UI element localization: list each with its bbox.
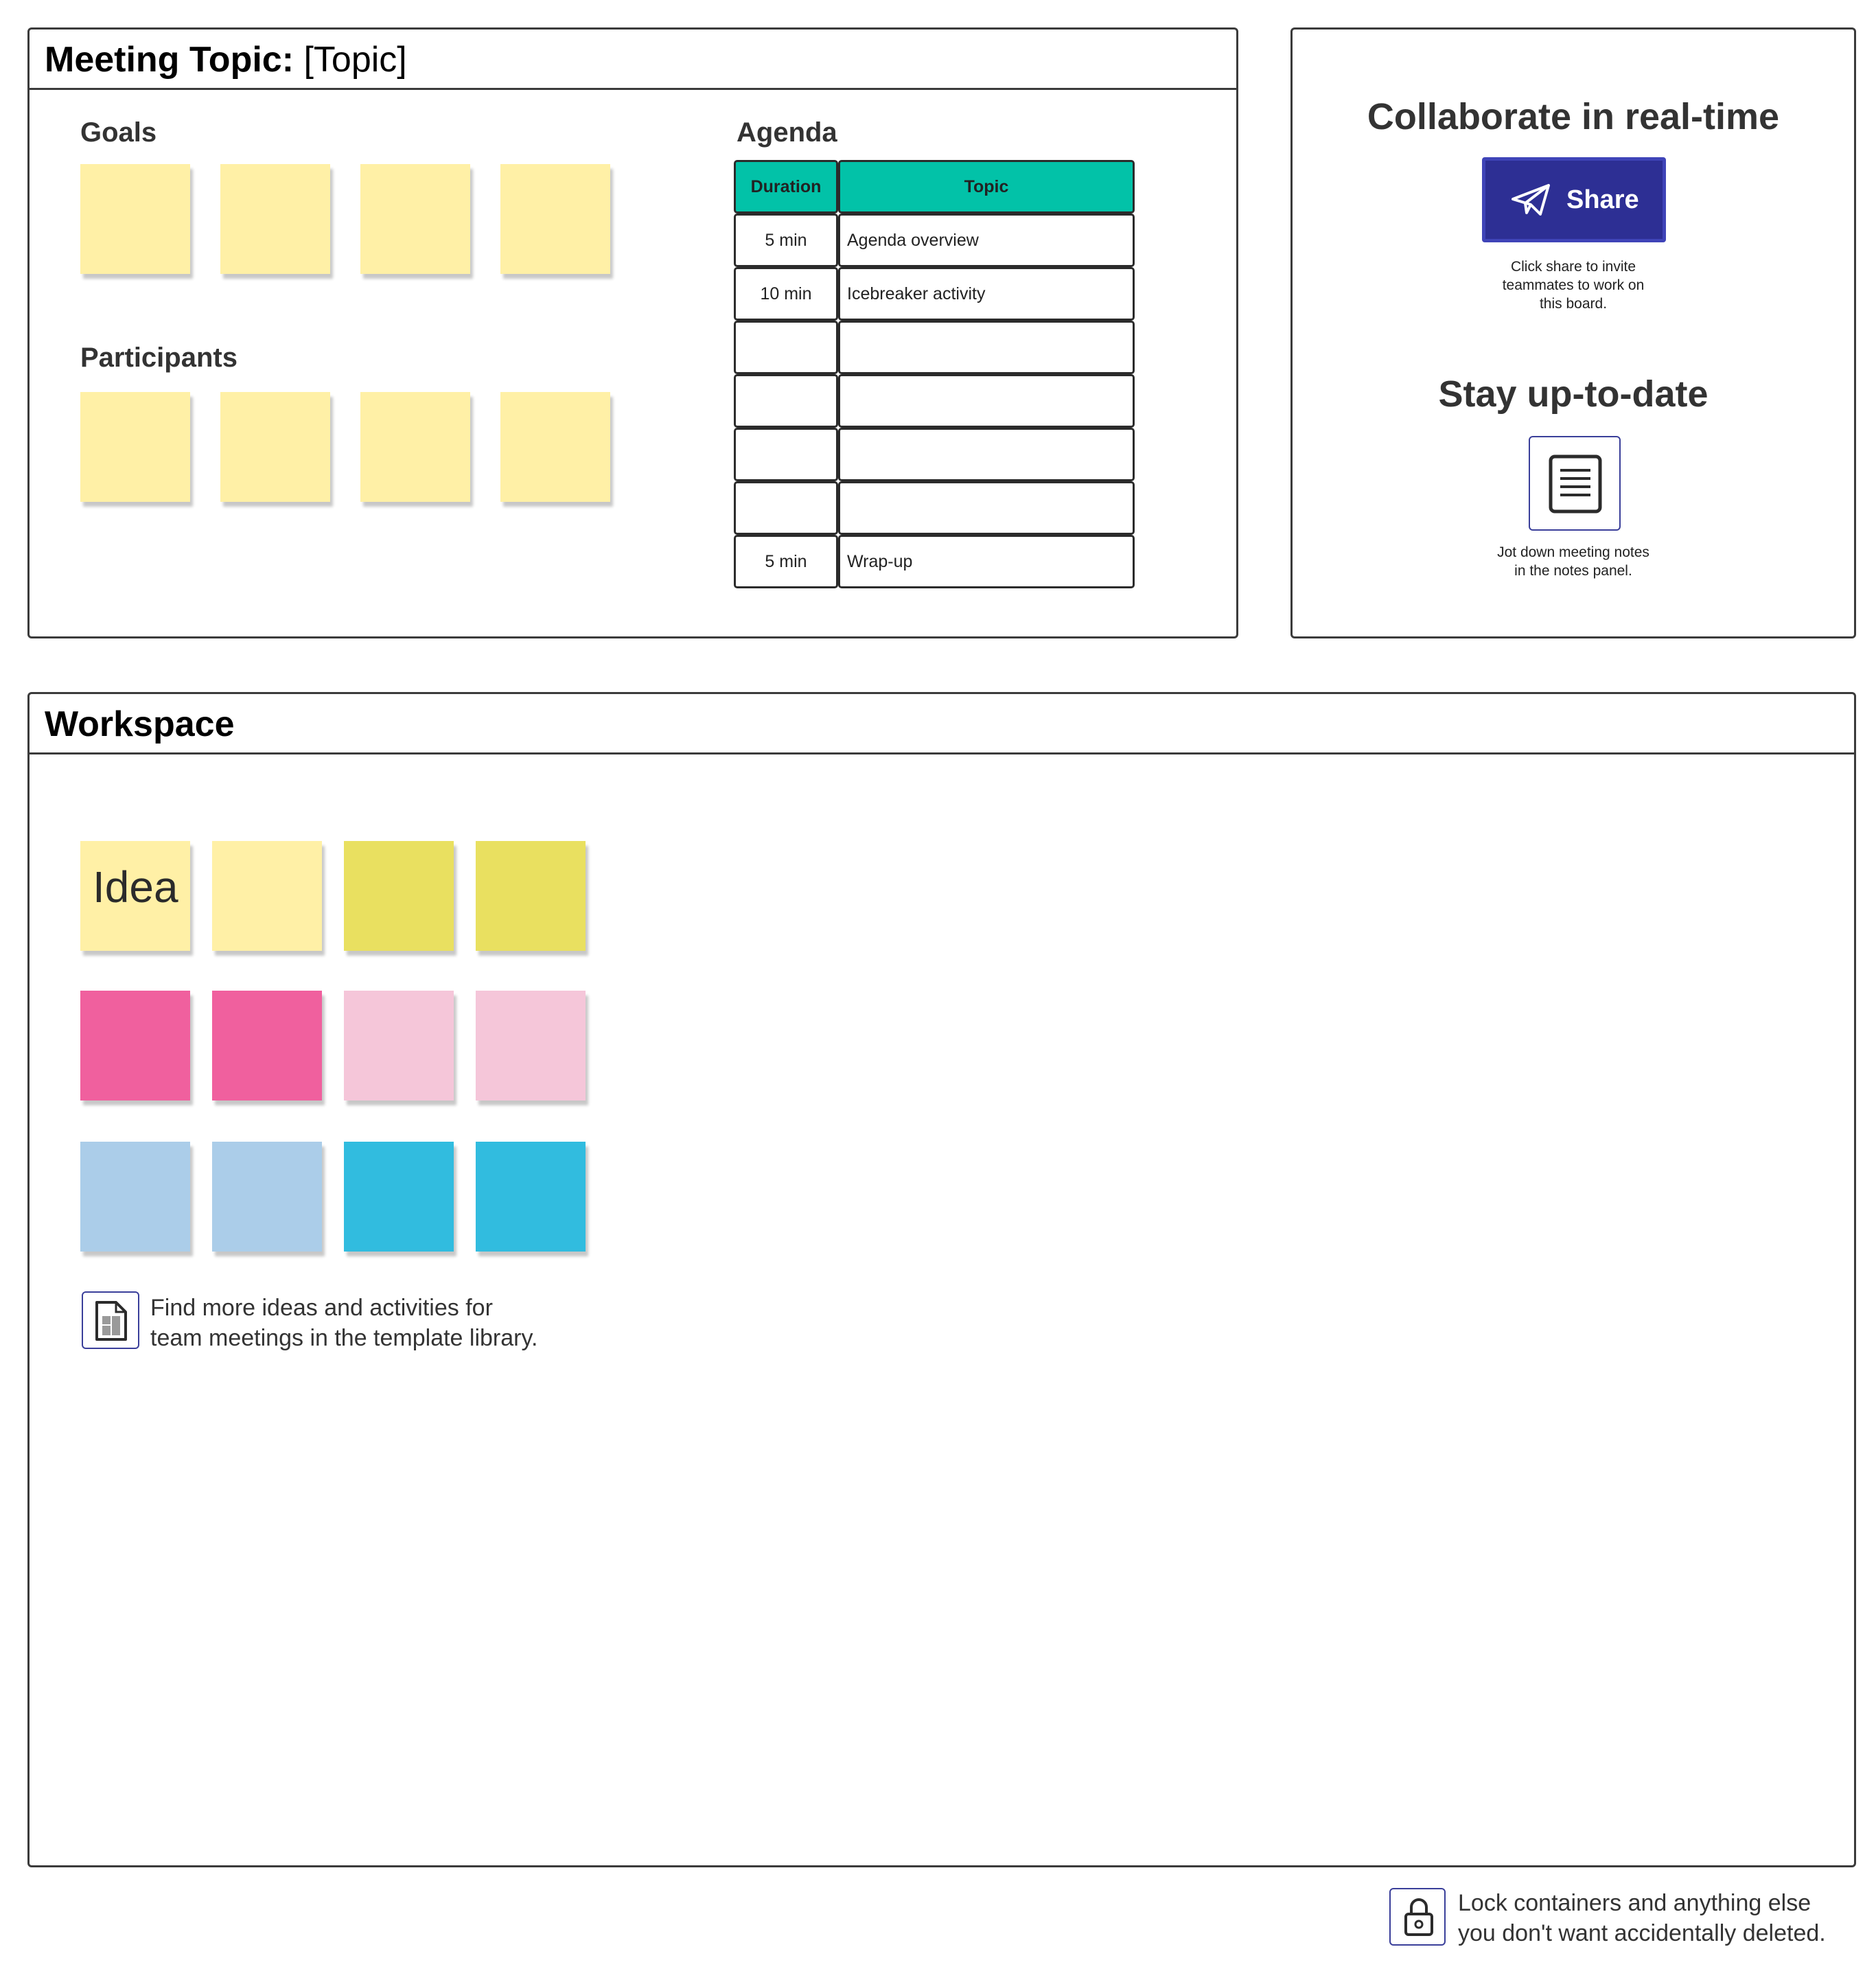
goal-sticky-4[interactable] <box>500 164 610 274</box>
workspace-title-label: Workspace <box>45 704 235 744</box>
share-caption-line: Click share to invite <box>1510 259 1636 275</box>
notes-button[interactable] <box>1529 436 1621 531</box>
share-button-label: Share <box>1566 185 1639 214</box>
idea-sticky[interactable] <box>80 841 190 951</box>
meeting-container[interactable] <box>27 27 1238 638</box>
goal-sticky-3[interactable] <box>360 164 470 274</box>
goal-sticky-1[interactable] <box>80 164 190 274</box>
side-panel <box>1290 27 1856 638</box>
share-caption <box>1293 257 1854 313</box>
template-library-hint-line: Find more ideas and activities for <box>150 1295 493 1321</box>
agenda-header-duration: Duration <box>734 160 838 214</box>
sticky-note[interactable] <box>344 1142 454 1252</box>
agenda-duration-cell[interactable] <box>734 481 838 535</box>
notes-caption-line: Jot down meeting notes <box>1497 544 1649 560</box>
participants-label: Participants <box>80 343 238 373</box>
template-library-hint <box>150 1293 537 1353</box>
agenda-row[interactable] <box>734 214 1135 267</box>
share-button[interactable] <box>1482 157 1666 242</box>
agenda-topic-cell[interactable] <box>838 481 1135 535</box>
share-caption-line: teammates to work on <box>1502 277 1645 293</box>
paper-plane-icon <box>1510 183 1551 220</box>
sticky-note[interactable] <box>212 991 322 1101</box>
agenda-topic-cell[interactable] <box>838 321 1135 374</box>
template-library-hint-line: team meetings in the template library. <box>150 1325 538 1351</box>
document-icon <box>1548 454 1603 518</box>
agenda-header-topic: Topic <box>838 160 1135 214</box>
lock-hint <box>1458 1888 1826 1948</box>
workspace-container[interactable] <box>27 692 1856 1867</box>
meeting-title-label: Meeting Topic: <box>45 40 294 80</box>
meeting-topic-value[interactable]: [Topic] <box>294 40 407 80</box>
agenda-topic-cell[interactable]: Icebreaker activity <box>838 267 1135 321</box>
sticky-note[interactable] <box>476 1142 586 1252</box>
agenda-header-row <box>734 160 1135 214</box>
lock-button[interactable] <box>1389 1888 1446 1946</box>
agenda-duration-cell[interactable] <box>734 321 838 374</box>
agenda-topic-cell[interactable]: Wrap-up <box>838 535 1135 588</box>
agenda-duration-cell[interactable] <box>734 428 838 481</box>
participant-sticky-3[interactable] <box>360 392 470 502</box>
agenda-row[interactable] <box>734 535 1135 588</box>
agenda-duration-cell[interactable]: 10 min <box>734 267 838 321</box>
agenda-row[interactable] <box>734 428 1135 481</box>
sticky-note[interactable] <box>476 841 586 951</box>
share-caption-line: this board. <box>1539 296 1608 312</box>
notes-caption <box>1293 543 1854 580</box>
agenda-row[interactable] <box>734 321 1135 374</box>
workspace-title <box>45 700 235 749</box>
sticky-note[interactable] <box>476 991 586 1101</box>
participant-sticky-2[interactable] <box>220 392 330 502</box>
stay-up-to-date-heading: Stay up-to-date <box>1438 373 1709 415</box>
agenda-table[interactable] <box>734 160 1135 588</box>
sticky-note[interactable] <box>80 991 190 1101</box>
lock-icon <box>1403 1898 1435 1941</box>
agenda-duration-cell[interactable]: 5 min <box>734 535 838 588</box>
agenda-row[interactable] <box>734 267 1135 321</box>
notes-caption-line: in the notes panel. <box>1514 563 1632 579</box>
sticky-note[interactable] <box>212 1142 322 1252</box>
idea-sticky-text[interactable]: Idea <box>93 862 178 912</box>
collaborate-heading: Collaborate in real-time <box>1367 96 1780 137</box>
meeting-title[interactable] <box>45 35 407 84</box>
agenda-row[interactable] <box>734 481 1135 535</box>
template-library-button[interactable] <box>82 1291 139 1349</box>
sticky-note[interactable] <box>344 841 454 951</box>
agenda-duration-cell[interactable] <box>734 374 838 428</box>
participant-sticky-4[interactable] <box>500 392 610 502</box>
agenda-row[interactable] <box>734 374 1135 428</box>
agenda-topic-cell[interactable] <box>838 428 1135 481</box>
participant-sticky-1[interactable] <box>80 392 190 502</box>
goals-label: Goals <box>80 117 157 148</box>
agenda-topic-cell[interactable]: Agenda overview <box>838 214 1135 267</box>
agenda-topic-cell[interactable] <box>838 374 1135 428</box>
workspace-header <box>30 694 1854 754</box>
agenda-label: Agenda <box>737 117 837 148</box>
meeting-header <box>30 30 1236 90</box>
sticky-note[interactable] <box>344 991 454 1101</box>
template-library-icon <box>94 1300 128 1346</box>
sticky-note[interactable] <box>212 841 322 951</box>
lock-hint-line: you don't want accidentally deleted. <box>1458 1920 1826 1946</box>
sticky-note[interactable] <box>80 1142 190 1252</box>
goal-sticky-2[interactable] <box>220 164 330 274</box>
agenda-duration-cell[interactable]: 5 min <box>734 214 838 267</box>
lock-hint-line: Lock containers and anything else <box>1458 1890 1811 1916</box>
